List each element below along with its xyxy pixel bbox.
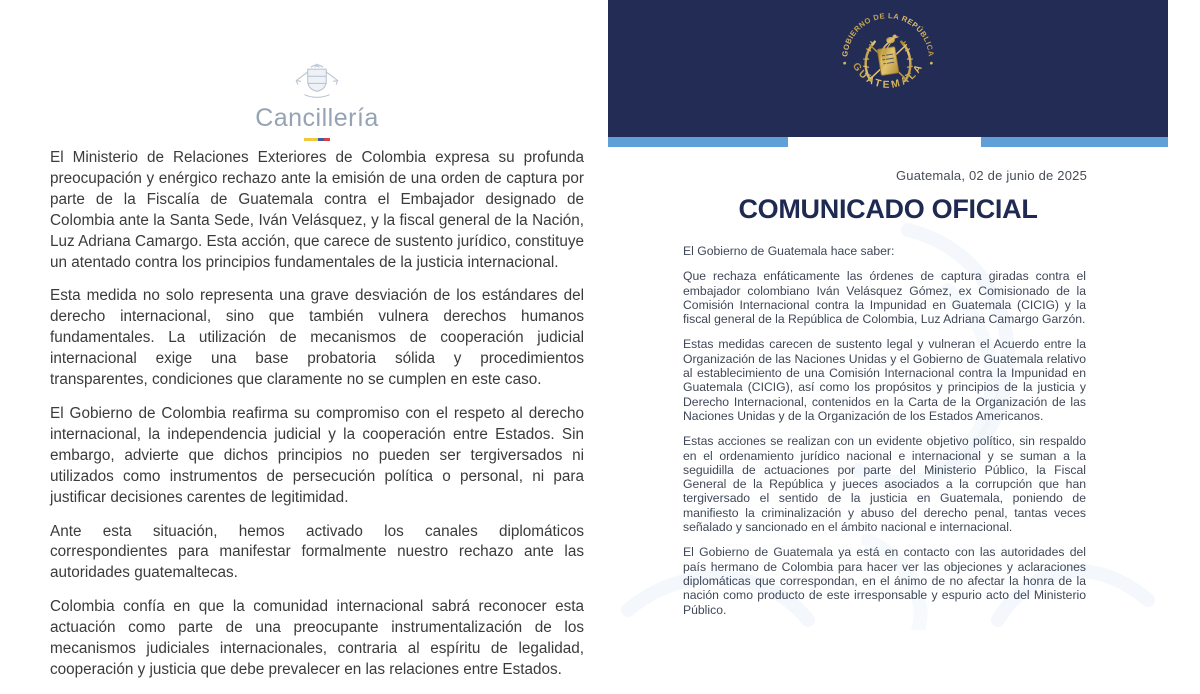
cancilleria-wordmark: Cancillería [255, 104, 379, 132]
light-blue-stripe-right [981, 137, 1168, 147]
paragraph: Estas acciones se realizan con un evidente objetivo político, sin respaldo en el ordenamiento jurídico nacional e internacional y se suman a la seguidilla de actuaciones por parte del Ministerio Público, la Fiscal General de la República y jueces asociados a la corrupción que han tergiversado el sentido de la justicia en Guatemala, poniendo de manifiesto la criminalización y abuso del derecho penal, tantas veces señalado y sancionado en el ámbito nacional e internacional. [683, 434, 1086, 535]
intro-line: El Gobierno de Guatemala hace saber: [683, 244, 895, 258]
flag-red [324, 138, 330, 141]
cancilleria-logo [50, 62, 584, 141]
paragraph: Ante esta situación, hemos activado los canales diplomáticos correspondientes para manifestar formalmente nuestro rechazo ante las autoridades guatemaltecas. [50, 522, 584, 582]
light-blue-stripe-left [608, 137, 788, 147]
colombia-flag-bar [304, 138, 330, 141]
paragraph: Colombia confía en que la comunidad internacional sabrá reconocer esta actuación como parte de una preocupante instrumentalización de los mecanismos judiciales internacionales, contraria al espíritu de legalidad, cooperación y justicia que debe prevalecer en las relaciones entre Estados. [50, 598, 584, 678]
paragraph: Esta medida no solo representa una grave desviación de los estándares del derecho internacional, sino que también vulnera derechos humanos fundamentales. La utilización de mecanismos de cooperación judicial internacional exige una base probatoria sólida y procedimientos transparentes, condiciones que claramente no se cumplen en este caso. [50, 287, 584, 389]
paragraph: El Gobierno de Guatemala ya está en contacto con las autoridades del país hermano de Colombia para hacer ver las objeciones y aclaraciones diplomáticas que correspondan, en el ánimo de no afectar la honra de la nación como producto de este irresponsable y espurio acto del Ministerio Público. [683, 545, 1086, 617]
paragraph: El Gobierno de Colombia reafirma su compromiso con el respeto al derecho internacional, la independencia judicial y la cooperación entre Estados. Sin embargo, advierte que dichos principios no pueden ser tergiversados ni utilizados como instrumentos de persecución política o personal, ni para justificar decisiones carentes de legitimidad. [50, 404, 584, 506]
seal-emblem [864, 34, 913, 80]
seal-top-text: GOBIERNO DE LA REPÚBLICA [840, 11, 936, 58]
colombia-statement-body [50, 148, 584, 694]
guatemala-seal-icon [837, 6, 939, 108]
flag-blue [318, 138, 325, 141]
guatemala-communique-page [608, 0, 1168, 630]
paragraph: El Ministerio de Relaciones Exteriores de Colombia expresa su profunda preocupación y enérgico rechazo ante la emisión de una orden de captura por parte de la Fiscalía de Guatemala contra el Embajador designado de Colombia ante la Santa Sede, Iván Velásquez, y la fiscal general de la Nación, Luz Adriana Camargo. Esta acción, que carece de sustento jurídico, constituye un atentado contra los principios fundamentales de la justicia internacional. [50, 149, 584, 271]
paragraph: Estas medidas carecen de sustento legal y vulneran el Acuerdo entre la Organización de las Naciones Unidas y el Gobierno de Guatemala relativo al establecimiento de una Comisión Internacional contra la Impunidad en Guatemala (CICIG), así como los propósitos y principios de la justicia y Derecho Internacional, contenidos en la Carta de la Organización de las Naciones Unidas y de la Organización de los Estados Americanos. [683, 337, 1086, 423]
colombia-statement-page [0, 0, 608, 678]
flag-yellow [304, 138, 318, 141]
communique-title: COMUNICADO OFICIAL [738, 194, 1038, 224]
dateline: Guatemala, 02 de junio de 2025 [895, 168, 1087, 183]
colombia-coat-of-arms-icon [284, 62, 350, 102]
seal-bottom-text: GUATEMALA [849, 60, 927, 91]
navy-header-band [608, 0, 1168, 137]
paragraph: Que rechaza enfáticamente las órdenes de captura giradas contra el embajador colombiano Iván Velásquez Gómez, ex Comisionado de la Comisión Internacional contra la Impunidad en Guatemala (CICIG) y la fiscal general de la República de Colombia, Luz Adriana Camargo Garzón. [683, 269, 1086, 327]
communique-body [683, 244, 1086, 617]
